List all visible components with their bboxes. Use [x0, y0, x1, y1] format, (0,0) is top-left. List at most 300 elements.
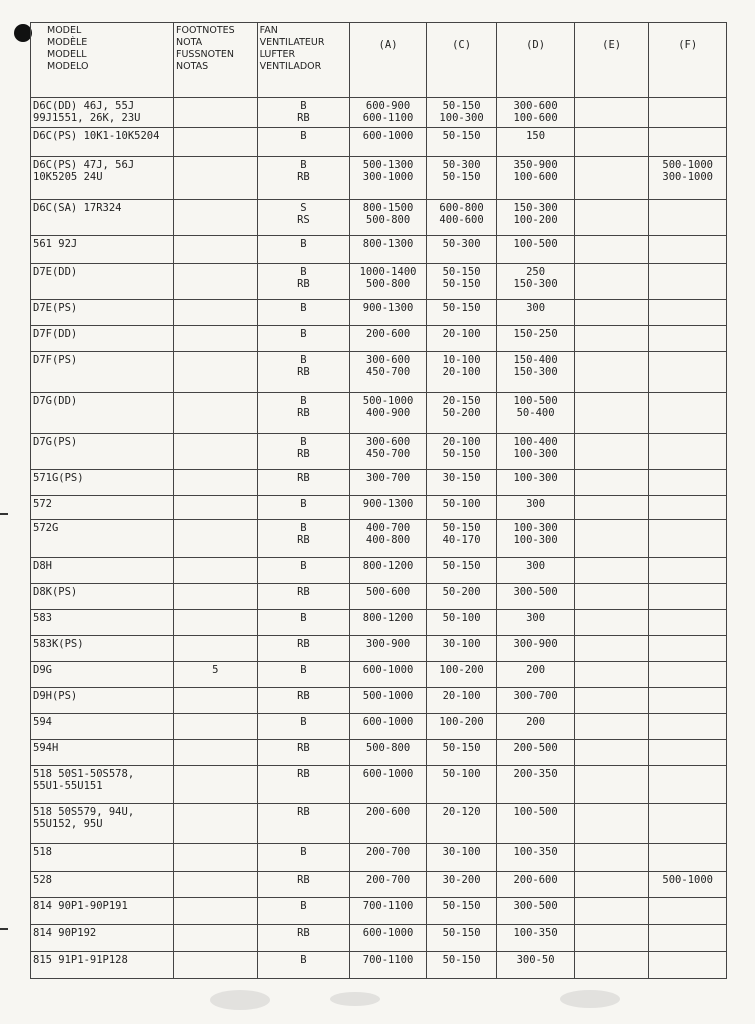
- d-cell: [497, 740, 575, 766]
- c-cell-line: 30-100: [442, 638, 481, 650]
- table-row: [31, 610, 727, 636]
- table-row: [31, 496, 727, 520]
- a-cell-line: 900-1300: [362, 302, 414, 314]
- a-cell-line: 200-600: [365, 328, 411, 340]
- f-cell: [649, 662, 727, 688]
- d-cell: [497, 714, 575, 740]
- model-cell-line: D7G(PS): [33, 436, 78, 448]
- fan-cell: [257, 558, 350, 584]
- c-cell: [426, 520, 497, 558]
- footnote-cell: [174, 898, 258, 925]
- e-cell: [574, 496, 649, 520]
- f-cell: [649, 844, 727, 872]
- a-cell: [350, 925, 427, 952]
- e-cell: [574, 610, 649, 636]
- header-model-line: MODELO: [47, 61, 89, 72]
- c-cell: [426, 264, 497, 300]
- a-cell: [350, 558, 427, 584]
- c-cell-line: 20-120: [442, 806, 481, 818]
- d-cell: [497, 844, 575, 872]
- fan-cell: [257, 393, 350, 434]
- fan-cell: [257, 128, 350, 157]
- c-cell-line: 600-800: [439, 202, 484, 214]
- fan-cell-line: RB: [297, 742, 310, 754]
- e-cell: [574, 844, 649, 872]
- d-cell-line: 300: [526, 498, 546, 510]
- a-cell: [350, 688, 427, 714]
- model-cell-line: 561 92J: [33, 238, 78, 250]
- a-cell: [350, 520, 427, 558]
- footnote-cell: [174, 714, 258, 740]
- model-cell: [31, 236, 174, 264]
- a-cell-line: 600-1000: [362, 664, 414, 676]
- fan-cell-line: RB: [297, 112, 310, 124]
- table-row: [31, 636, 727, 662]
- model-cell: [31, 584, 174, 610]
- e-cell: [574, 352, 649, 393]
- c-cell-line: 20-100: [442, 690, 481, 702]
- d-cell-line: 250: [526, 266, 546, 278]
- fan-cell: [257, 200, 350, 236]
- model-cell-line: D8K(PS): [33, 586, 78, 598]
- table-row: [31, 236, 727, 264]
- header-d: (D): [497, 23, 575, 98]
- table-row: [31, 558, 727, 584]
- c-cell-line: 50-150: [442, 448, 481, 460]
- c-cell-line: 50-150: [442, 171, 481, 183]
- d-cell: [497, 434, 575, 470]
- table-row: [31, 662, 727, 688]
- d-cell-line: 300: [526, 560, 546, 572]
- c-cell-line: 50-150: [442, 560, 481, 572]
- model-cell-line: D9H(PS): [33, 690, 78, 702]
- fan-cell-line: B: [300, 900, 307, 912]
- model-cell-line: D6C(PS) 10K1-10K5204: [33, 130, 160, 142]
- d-cell: [497, 520, 575, 558]
- f-cell: [649, 688, 727, 714]
- d-cell-line: 150-300: [513, 366, 558, 378]
- fan-cell: [257, 584, 350, 610]
- d-cell: [497, 157, 575, 200]
- c-cell: [426, 662, 497, 688]
- e-cell: [574, 662, 649, 688]
- scan-smudge: [560, 990, 620, 1008]
- header-e: (E): [574, 23, 649, 98]
- c-cell: [426, 925, 497, 952]
- model-cell-line: 814 90P192: [33, 927, 97, 939]
- a-cell: [350, 766, 427, 804]
- fan-cell-line: S: [300, 202, 307, 214]
- a-cell: [350, 662, 427, 688]
- f-cell: [649, 157, 727, 200]
- fan-cell-line: RB: [297, 586, 310, 598]
- d-cell-line: 200-500: [513, 742, 558, 754]
- d-cell-line: 100-400: [513, 436, 558, 448]
- fan-cell-line: B: [300, 302, 307, 314]
- table-row: [31, 584, 727, 610]
- f-cell: [649, 872, 727, 898]
- a-cell: [350, 804, 427, 844]
- d-cell-line: 150-250: [513, 328, 558, 340]
- a-cell: [350, 98, 427, 128]
- fan-cell-line: B: [300, 100, 307, 112]
- fan-cell: [257, 520, 350, 558]
- table-row: [31, 300, 727, 326]
- a-cell-line: 400-900: [365, 407, 411, 419]
- c-cell-line: 50-150: [442, 522, 481, 534]
- model-cell: [31, 952, 174, 979]
- header-a: (A): [350, 23, 427, 98]
- footnote-cell: [174, 434, 258, 470]
- c-cell-line: 50-150: [442, 302, 481, 314]
- c-cell: [426, 393, 497, 434]
- d-cell-line: 300-900: [513, 638, 558, 650]
- fan-cell: [257, 326, 350, 352]
- fan-cell-line: RB: [297, 448, 310, 460]
- fan-cell-line: RB: [297, 472, 310, 484]
- d-cell-line: 100-300: [513, 522, 558, 534]
- f-cell: [649, 520, 727, 558]
- d-cell-line: 100-350: [513, 927, 558, 939]
- a-cell-line: 500-800: [365, 214, 411, 226]
- c-cell: [426, 610, 497, 636]
- c-cell-line: 50-150: [442, 278, 481, 290]
- table-row: [31, 157, 727, 200]
- e-cell: [574, 558, 649, 584]
- e-cell: [574, 740, 649, 766]
- e-cell: [574, 236, 649, 264]
- c-cell-line: 100-200: [439, 716, 484, 728]
- fan-cell-line: B: [300, 159, 307, 171]
- a-cell-line: 500-800: [365, 278, 411, 290]
- d-cell: [497, 952, 575, 979]
- table-row: [31, 740, 727, 766]
- a-cell: [350, 470, 427, 496]
- f-cell: [649, 236, 727, 264]
- e-cell: [574, 520, 649, 558]
- fan-spec-table: [30, 22, 727, 979]
- a-cell-line: 500-600: [365, 586, 411, 598]
- table-row: [31, 393, 727, 434]
- c-cell: [426, 496, 497, 520]
- c-cell: [426, 98, 497, 128]
- model-cell-line: 10K5205 24U: [33, 171, 103, 183]
- a-cell: [350, 636, 427, 662]
- d-cell: [497, 470, 575, 496]
- a-cell: [350, 326, 427, 352]
- d-cell-line: 150: [526, 130, 546, 142]
- fan-cell-line: B: [300, 846, 307, 858]
- fan-cell: [257, 740, 350, 766]
- f-cell: [649, 128, 727, 157]
- d-cell: [497, 352, 575, 393]
- model-cell-line: 583K(PS): [33, 638, 84, 650]
- model-cell: [31, 496, 174, 520]
- c-cell-line: 30-100: [442, 846, 481, 858]
- c-cell-line: 30-200: [442, 874, 481, 886]
- model-cell-line: 518 50S579, 94U,: [33, 806, 135, 818]
- c-cell: [426, 952, 497, 979]
- d-cell-line: 150-300: [513, 202, 558, 214]
- a-cell-line: 500-1000: [362, 690, 414, 702]
- fan-cell-line: B: [300, 130, 307, 142]
- fan-cell-line: RB: [297, 768, 310, 780]
- model-cell-line: D6C(PS) 47J, 56J: [33, 159, 135, 171]
- table-row: [31, 688, 727, 714]
- model-cell-line: D7G(DD): [33, 395, 78, 407]
- header-fan-line: LUFTER: [259, 49, 296, 60]
- c-cell-line: 20-100: [442, 366, 481, 378]
- a-cell-line: 300-1000: [362, 171, 414, 183]
- f-cell: [649, 470, 727, 496]
- c-cell: [426, 872, 497, 898]
- fan-cell-line: B: [300, 354, 307, 366]
- c-cell-line: 50-150: [442, 742, 481, 754]
- footnote-cell: [174, 766, 258, 804]
- a-cell-line: 500-800: [365, 742, 411, 754]
- model-cell: [31, 610, 174, 636]
- a-cell: [350, 352, 427, 393]
- d-cell-line: 100-500: [513, 395, 558, 407]
- c-cell-line: 400-600: [439, 214, 484, 226]
- c-cell: [426, 434, 497, 470]
- header-footnotes-line: FOOTNOTES: [176, 25, 235, 36]
- fan-cell: [257, 264, 350, 300]
- footnote-cell: [174, 844, 258, 872]
- f-cell: [649, 98, 727, 128]
- a-cell-line: 900-1300: [362, 498, 414, 510]
- d-cell-line: 300-50: [516, 954, 555, 966]
- model-cell-line: 55U152, 95U: [33, 818, 103, 830]
- d-cell-line: 200-600: [513, 874, 558, 886]
- model-cell-line: D9G: [33, 664, 52, 676]
- fan-cell: [257, 872, 350, 898]
- e-cell: [574, 326, 649, 352]
- e-cell: [574, 714, 649, 740]
- header-fan-line: VENTILADOR: [259, 61, 322, 72]
- a-cell-line: 200-600: [365, 806, 411, 818]
- f-cell: [649, 200, 727, 236]
- d-cell-line: 100-300: [513, 534, 558, 546]
- d-cell-line: 100-200: [513, 214, 558, 226]
- d-cell-line: 100-300: [513, 448, 558, 460]
- fan-cell: [257, 236, 350, 264]
- a-cell-line: 600-1000: [362, 130, 414, 142]
- c-cell-line: 50-150: [442, 266, 481, 278]
- c-cell-line: 20-100: [442, 436, 481, 448]
- a-cell-line: 1000-1400: [359, 266, 417, 278]
- table-row: [31, 714, 727, 740]
- c-cell-line: 50-100: [442, 612, 481, 624]
- fan-cell-line: B: [300, 560, 307, 572]
- f-cell: [649, 952, 727, 979]
- fan-cell: [257, 300, 350, 326]
- c-cell-line: 40-170: [442, 534, 481, 546]
- model-cell: [31, 128, 174, 157]
- footnote-cell: [174, 952, 258, 979]
- d-cell-line: 150-300: [513, 278, 558, 290]
- footnote-cell: [174, 636, 258, 662]
- table-row: [31, 520, 727, 558]
- f-cell: [649, 714, 727, 740]
- e-cell: [574, 766, 649, 804]
- d-cell: [497, 264, 575, 300]
- d-cell: [497, 766, 575, 804]
- a-cell: [350, 393, 427, 434]
- model-cell-line: D7F(PS): [33, 354, 78, 366]
- model-cell-line: D7E(PS): [33, 302, 78, 314]
- c-cell: [426, 898, 497, 925]
- e-cell: [574, 264, 649, 300]
- a-cell: [350, 157, 427, 200]
- a-cell-line: 800-1500: [362, 202, 414, 214]
- model-cell: [31, 352, 174, 393]
- f-cell-line: 500-1000: [662, 159, 713, 171]
- model-cell: [31, 844, 174, 872]
- footnote-cell: [174, 200, 258, 236]
- d-cell: [497, 300, 575, 326]
- footnote-cell: [174, 128, 258, 157]
- e-cell: [574, 952, 649, 979]
- e-cell: [574, 898, 649, 925]
- a-cell-line: 300-600: [365, 354, 411, 366]
- c-cell: [426, 326, 497, 352]
- c-cell: [426, 128, 497, 157]
- fan-cell-line: RB: [297, 278, 310, 290]
- footnote-cell: [174, 804, 258, 844]
- a-cell-line: 450-700: [365, 366, 411, 378]
- table-row: [31, 98, 727, 128]
- c-cell-line: 20-100: [442, 328, 481, 340]
- c-cell-line: 50-300: [442, 159, 481, 171]
- footnote-cell: [174, 584, 258, 610]
- d-cell-line: 200: [526, 664, 546, 676]
- table-row: [31, 898, 727, 925]
- d-cell-line: 50-400: [516, 407, 555, 419]
- header-fan-line: VENTILATEUR: [259, 37, 325, 48]
- fan-cell: [257, 714, 350, 740]
- footnote-cell: [174, 236, 258, 264]
- c-cell-line: 50-100: [442, 768, 481, 780]
- f-cell: [649, 584, 727, 610]
- model-cell-line: 518 50S1-50S578,: [33, 768, 135, 780]
- model-cell: [31, 714, 174, 740]
- a-cell: [350, 610, 427, 636]
- c-cell-line: 50-200: [442, 407, 481, 419]
- d-cell: [497, 636, 575, 662]
- header-footnotes-line: NOTA: [176, 37, 203, 48]
- footnote-cell: [174, 496, 258, 520]
- header-model-line: MODELL: [47, 49, 87, 60]
- fan-cell-line: B: [300, 498, 307, 510]
- fan-cell-line: RB: [297, 407, 310, 419]
- a-cell: [350, 434, 427, 470]
- model-cell: [31, 898, 174, 925]
- d-cell-line: 300-500: [513, 900, 558, 912]
- c-cell-line: 100-300: [439, 112, 484, 124]
- fan-cell-line: B: [300, 266, 307, 278]
- table-row: [31, 352, 727, 393]
- f-cell: [649, 434, 727, 470]
- d-cell: [497, 236, 575, 264]
- fan-cell: [257, 610, 350, 636]
- fan-cell: [257, 662, 350, 688]
- margin-tick-mark: [0, 513, 8, 515]
- a-cell-line: 700-1100: [362, 900, 414, 912]
- c-cell: [426, 766, 497, 804]
- f-cell: [649, 636, 727, 662]
- d-cell: [497, 128, 575, 157]
- header-fan: [257, 23, 350, 98]
- e-cell: [574, 300, 649, 326]
- footnote-cell: [174, 872, 258, 898]
- fan-cell: [257, 844, 350, 872]
- c-cell: [426, 470, 497, 496]
- d-cell-line: 200-350: [513, 768, 558, 780]
- model-cell: [31, 766, 174, 804]
- f-cell: [649, 766, 727, 804]
- f-cell: [649, 740, 727, 766]
- table-header-row: [31, 23, 727, 98]
- model-cell: [31, 264, 174, 300]
- f-cell: [649, 300, 727, 326]
- fan-cell-line: B: [300, 238, 307, 250]
- d-cell: [497, 393, 575, 434]
- fan-cell-line: RB: [297, 534, 310, 546]
- c-cell: [426, 200, 497, 236]
- f-cell: [649, 326, 727, 352]
- e-cell: [574, 584, 649, 610]
- a-cell-line: 600-900: [365, 100, 411, 112]
- c-cell: [426, 157, 497, 200]
- f-cell: [649, 925, 727, 952]
- c-cell: [426, 740, 497, 766]
- e-cell: [574, 925, 649, 952]
- a-cell-line: 500-1000: [362, 395, 414, 407]
- d-cell: [497, 326, 575, 352]
- header-model: [31, 23, 174, 98]
- fan-cell: [257, 804, 350, 844]
- f-cell: [649, 264, 727, 300]
- f-cell: [649, 898, 727, 925]
- table-row: [31, 872, 727, 898]
- table-row: [31, 925, 727, 952]
- header-c: (C): [426, 23, 497, 98]
- model-cell: [31, 520, 174, 558]
- e-cell: [574, 98, 649, 128]
- fan-cell-line: RB: [297, 171, 310, 183]
- model-cell-line: 583: [33, 612, 52, 624]
- d-cell: [497, 200, 575, 236]
- fan-cell: [257, 688, 350, 714]
- model-cell: [31, 688, 174, 714]
- header-f: (F): [649, 23, 727, 98]
- d-cell: [497, 872, 575, 898]
- model-cell-line: 594H: [33, 742, 59, 754]
- a-cell-line: 200-700: [365, 846, 411, 858]
- model-cell-line: D7F(DD): [33, 328, 78, 340]
- e-cell: [574, 128, 649, 157]
- d-cell-line: 150-400: [513, 354, 558, 366]
- d-cell-line: 300-700: [513, 690, 558, 702]
- f-cell: [649, 352, 727, 393]
- table-row: [31, 470, 727, 496]
- fan-cell: [257, 925, 350, 952]
- fan-cell-line: RB: [297, 927, 310, 939]
- a-cell: [350, 844, 427, 872]
- fan-cell: [257, 496, 350, 520]
- e-cell: [574, 804, 649, 844]
